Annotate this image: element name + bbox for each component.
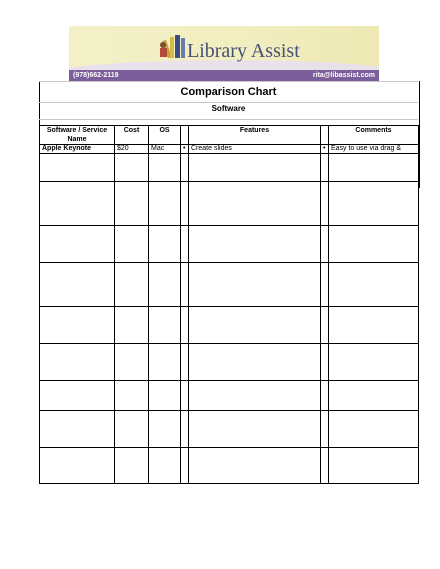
- table-row: [40, 411, 419, 448]
- header-banner: [69, 26, 379, 81]
- table-header-row: [40, 126, 419, 145]
- header-spacer: [181, 126, 189, 145]
- comparison-table: [39, 125, 419, 484]
- table-row: [40, 448, 419, 484]
- cell-os: Mac: [149, 145, 181, 154]
- header-spacer: [321, 126, 329, 145]
- table-row: [40, 182, 419, 226]
- cell-name: Apple Keynote: [40, 145, 115, 154]
- table-row: [40, 145, 419, 154]
- table-row: [40, 344, 419, 381]
- chart-title: Comparison Chart: [39, 81, 418, 103]
- header-name-line1: Software / Service: [46, 127, 108, 134]
- header-name-line2: Name: [67, 136, 87, 143]
- cell-cost: $20: [115, 145, 149, 154]
- cell-comment: Easy to use via drag &: [329, 145, 419, 154]
- chart-subtitle: Software: [39, 101, 418, 120]
- header-comments: Comments: [329, 126, 419, 145]
- cell-comment-bullet: •: [321, 145, 329, 154]
- header-os: OS: [149, 126, 181, 145]
- table-row: [40, 263, 419, 307]
- email-address: rita@libassist.com: [312, 72, 375, 79]
- header-cost: Cost: [115, 126, 149, 145]
- table-row: [40, 381, 419, 411]
- table-row: [40, 307, 419, 344]
- cell-feature-bullet: •: [181, 145, 189, 154]
- brand-name: Library Assist: [187, 40, 300, 62]
- books-icon: [157, 34, 189, 60]
- cell-feature: Create slides: [189, 145, 321, 154]
- table-row: [40, 226, 419, 263]
- phone-number: (978)662-2119: [73, 72, 119, 79]
- header-name: [40, 126, 115, 145]
- table-row: [40, 154, 419, 182]
- header-features: Features: [189, 126, 321, 145]
